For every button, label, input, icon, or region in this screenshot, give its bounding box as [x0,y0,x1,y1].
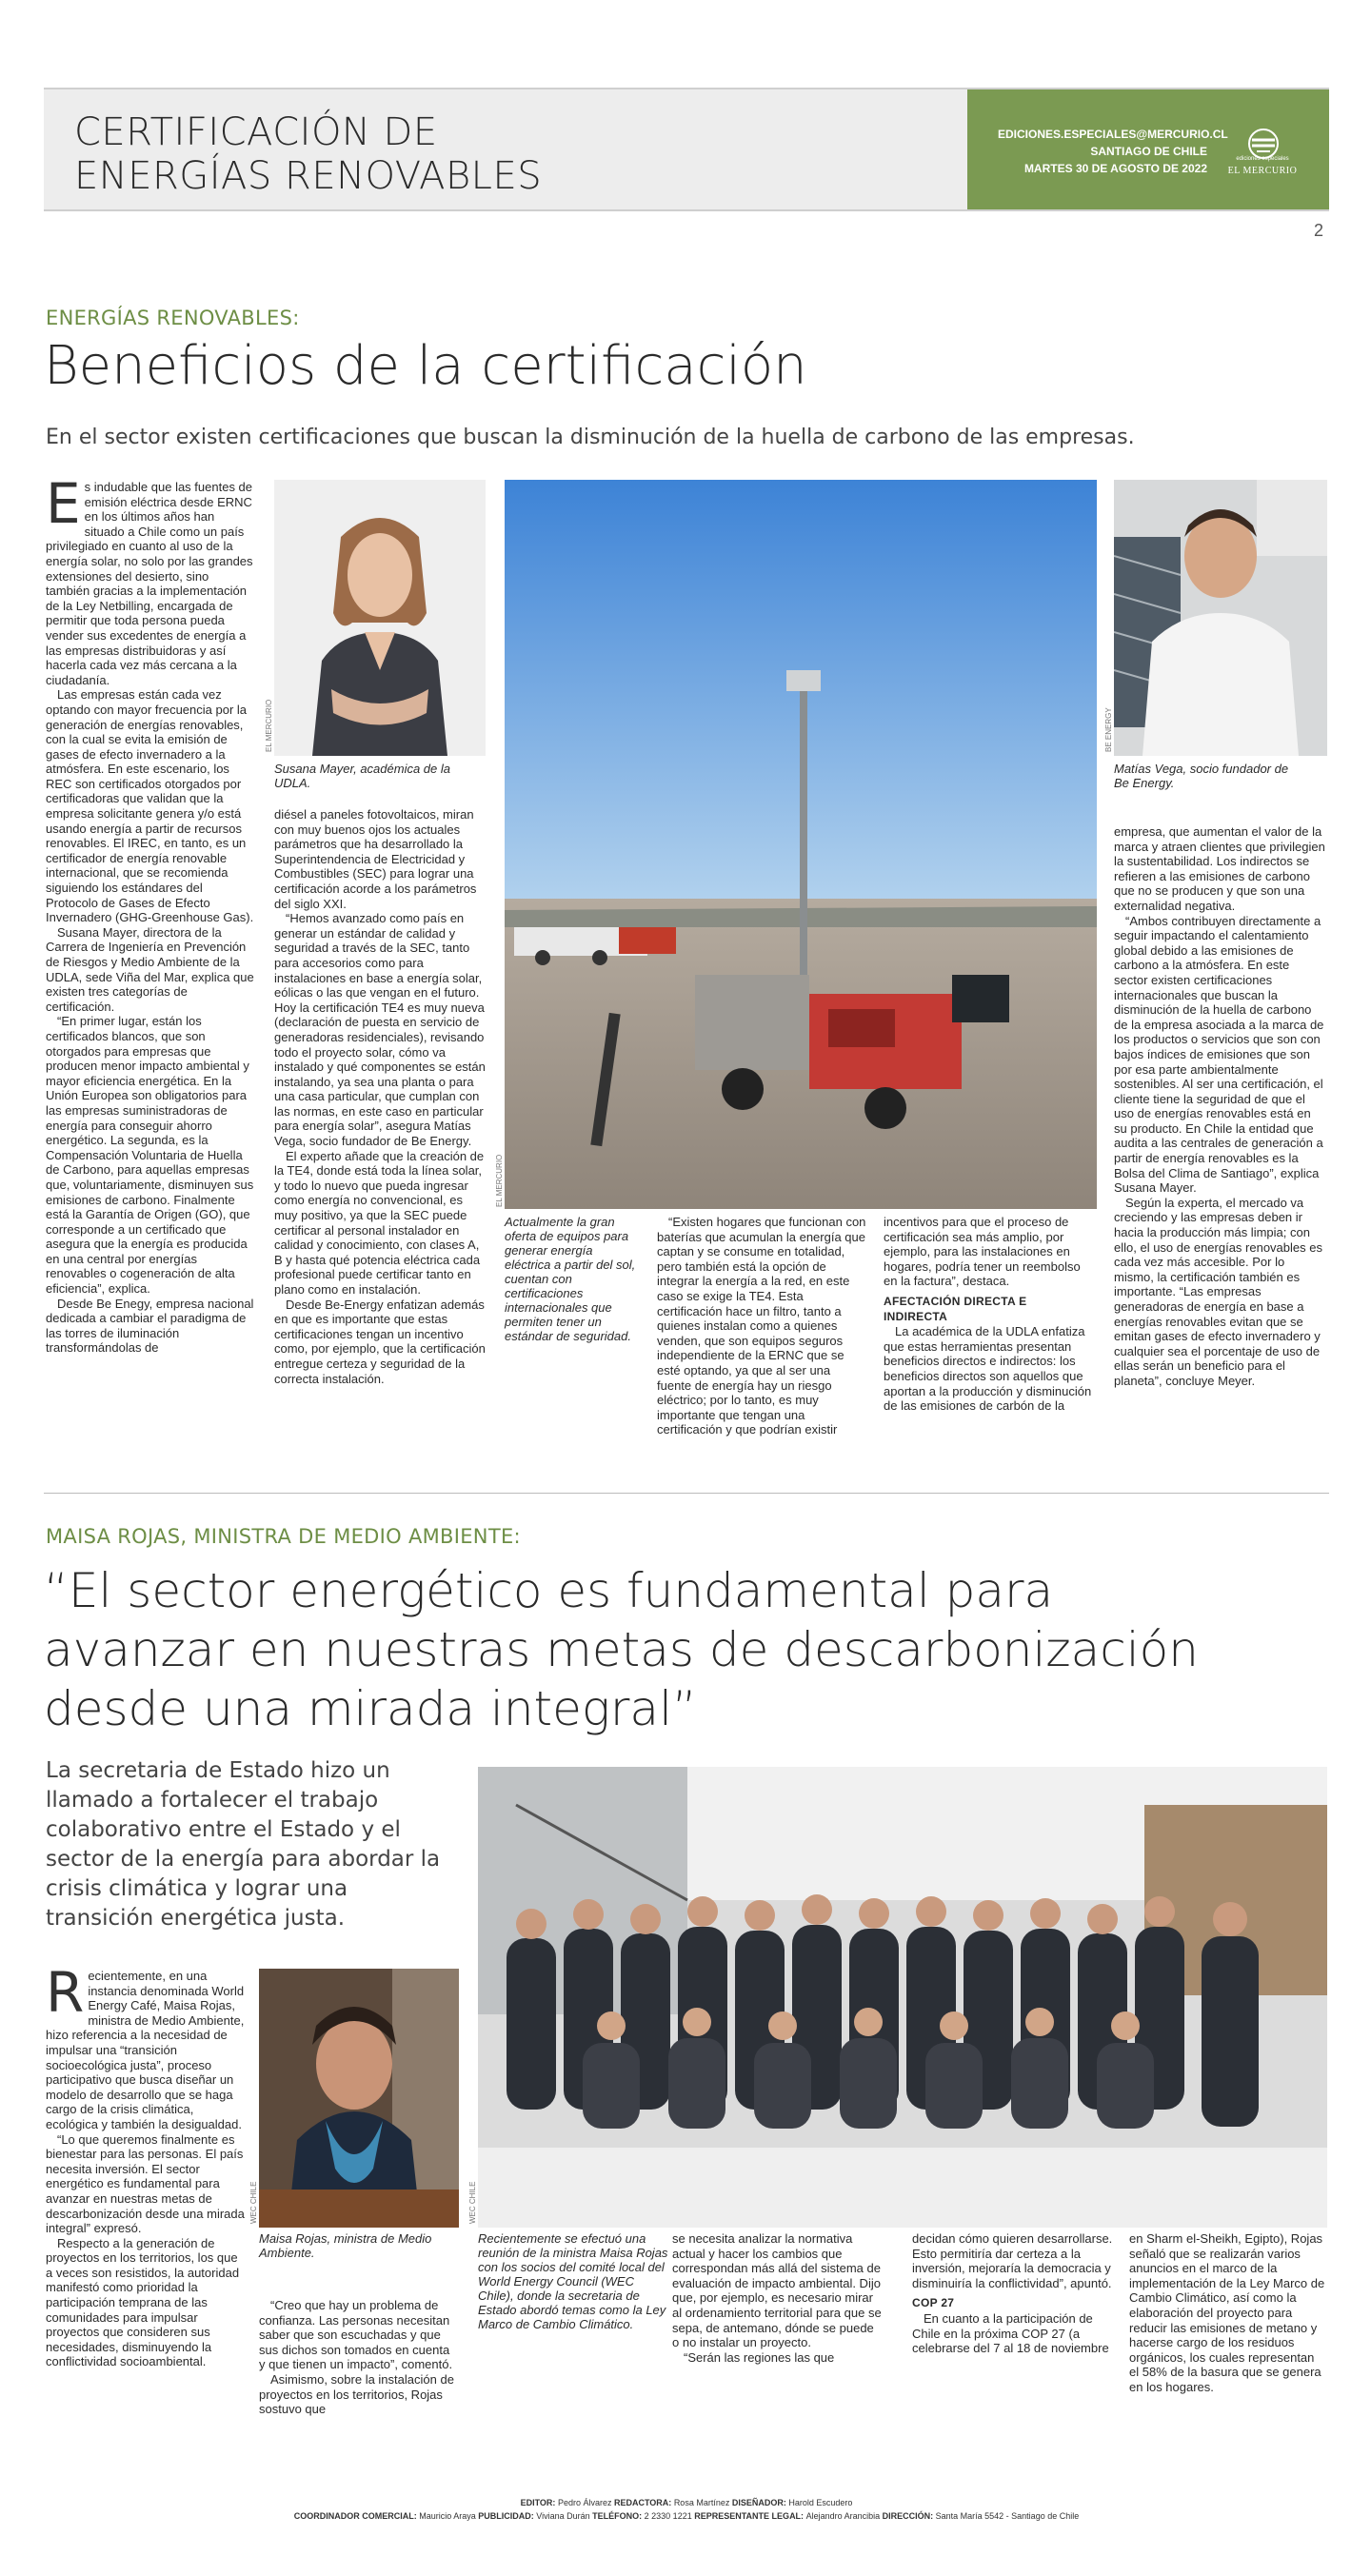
caption-susana: Susana Mayer, académica de la UDLA. [274,762,450,790]
paragraph: La académica de la UDLA enfatiza que estas herramientas presentan beneficios directos e indirectos: los beneficios directos son aquellos que aportan a la producción y disminución de las emisiones de carbón de la [884,1324,1092,1414]
masthead-info-panel [967,89,1329,209]
paragraph: “Creo que hay un problema de confianza. Las personas necesitan saber que son escuchadas y que sus dichos son tomados en cuenta y que tienen un impacto”, comentó. [259,2298,453,2372]
city: SANTIAGO DE CHILE [1090,145,1207,158]
photo-maisa-rojas [259,1969,459,2228]
el-mercurio-logo-icon [1240,128,1287,160]
article2-deck: La secretaria de Estado hizo un llamado a fortalecer el trabajo colaborativo entre el Estado y el sector de la energía para abordar la crisis climática y lograr una transición energética justa. [46,1758,441,1931]
paragraph: Según la experta, el mercado va creciendo y las empresas deben ir hacia la producción más limpia; con ello, el uso de energías renovables es cada vez más accesible. Por lo mismo, la certificación también es importante. “Las empresas generadoras de energía en base a energías renovables evitan que se emitan gases de efecto invernadero y cualquier sea el porcentaje de uso de ellas serán un beneficio para el planeta”, concluye Meyer. [1114,1195,1322,1388]
paragraph: “En primer lugar, están los certificados blancos, que son otorgados para empresas que producen menor impacto ambiental y mayor eficiencia energética. En la Unión Europea son obligatorios para las empresas suministradoras de energía para conseguir ahorro energético. La segunda, es la Compensación Voluntaria de Huella de Carbono, para aquellas empresas que, voluntariamente, disminuyen sus emisiones de carbono. Finalmente está la Garantía de Origen (GO), que corresponde a un certificado que asegura que la energía es producida en una central por energías renovables o cogeneración de alta eficiencia”, explica. [46,1014,254,1297]
credit-label: EDITOR: [520,2498,558,2507]
credit-value: Pedro Álvarez [557,2498,614,2507]
paragraph: Respecto a la generación de proyectos en los territorios, los que a veces son resistidos, la autoridad manifestó como prioridad la participación temprana de las comunidades para impulsar proyectos que consideren sus necesidades, disminuyendo la conflictividad socioambiental. [46,2235,240,2369]
photo-credit-maisa: WEC CHILE [249,2181,258,2224]
logo-subtitle: ediciones especiales [1236,156,1289,162]
article1-deck: En el sector existen certificaciones que buscan la disminución de la huella de carbono de las empresas. [46,426,1135,449]
masthead-info [998,126,1228,177]
section-divider [44,1493,1329,1494]
credit-value: Rosa Martínez [673,2498,732,2507]
paragraph: Las empresas están cada vez optando con mayor frecuencia por la generación de energías renovables, con la cual se evita la emisión de gases de efecto invernadero a la atmósfera. En este escenario, los REC son certificados otorgados por certificadoras que validan que la empresa solicitante genera y/o está usando energía a partir de recursos renovables. El IREC, en tanto, es un certificador de energía renovable internacional, que se recomienda siguiendo los estándares del Protocolo de Gases de Efecto Invernadero (GHG-Greenhouse Gas). [46,687,254,925]
article1-column-5 [1114,824,1325,1481]
credit-value: Mauricio Araya [419,2511,479,2521]
dropcap: R [46,1960,85,2025]
contact-email: EDICIONES.ESPECIALES@MERCURIO.CL [998,128,1228,141]
credit-label: COORDINADOR COMERCIAL: [293,2511,420,2521]
article1-column-2 [274,807,486,1464]
group-photo-icon [478,1767,1327,2228]
paragraph: Asimismo, sobre la instalación de proyectos en los territorios, Rojas sostuvo que [259,2371,454,2417]
article1-kicker: ENERGÍAS RENOVABLES: [46,307,300,329]
photo-wec-chile-meeting [478,1767,1327,2228]
caption-maisa: Maisa Rojas, ministra de Medio Ambiente. [259,2231,432,2260]
article1-column-4 [884,1215,1093,1472]
logo-wordmark: EL MERCURIO [1227,166,1298,176]
paragraph: “Ambos contribuyen directamente a seguir impactando el calentamiento global debido a las emisiones de carbono a la atmósfera. En este sector existen certificaciones internacionales que buscan la disminución de la huella de carbono de la empresa asociada a la marca de los productos o servicios que son con bajos índices de emisiones que son por esa parte ambientalmente sostenibles. Al ser una certificación, el cliente tiene la seguridad de que el uso de energías renovables está en su producto. En Chile la entidad que audita a las centrales de generación a partir de energía renovables es la Bolsa del Clima de Santiago”, explica Susana Mayer. [1114,913,1324,1196]
section-title: CERTIFICACIÓN DE ENERGÍAS RENOVABLES [74,110,543,198]
caption-group: Recientemente se efectuó una reunión de la ministra Maisa Rojas con los socios del comité local del World Energy Council (WEC Chile), donde la secretaria de Estado abordó temas como la Ley Marco de Cambio Climático. [478,2231,668,2331]
caption-main-photo: Actualmente la gran oferta de equipos para generar energía eléctrica a partir del sol, cuentan con certificaciones internacionales que permiten tener un estándar de seguridad. [505,1215,636,1343]
paragraph: El experto añade que la creación de la TE4, donde está toda la línea solar, y todo lo nuevo que pueda ingresar como energía no convencional, es muy positivo, ya que la SEC puede certificar al personal instalador en calidad y conocimiento, con clases A, B y hasta qué potencia eléctrica cada profesional puede certificar tanto en plano como en instalación. [274,1148,485,1297]
paragraph: Susana Mayer, directora de la Carrera de Ingeniería en Prevención de Riesgos y Medio Ambiente de la UDLA, sede Viña del Mar, explica que existen tres categorías de certificación. [46,924,254,1014]
masthead [44,88,1329,211]
paragraph: Desde Be Enegy, empresa nacional dedicada a cambiar el paradigma de las torres de iluminación transformándolas de [46,1296,254,1356]
article2-column-5 [1129,2231,1327,2469]
credits-line-2 [44,2511,1329,2521]
paragraph: diésel a paneles fotovoltaicos, miran con muy buenos ojos los actuales parámetros que ha desarrollado la Superintendencia de Electricidad y Combustibles (SEC) para lograr una certificación acorde a los parámetros del siglo XXI. [274,807,477,911]
credits-line-1 [44,2498,1329,2507]
article2-column-1 [46,1960,246,2464]
portrait-woman-icon [274,480,486,756]
credit-value: Alejandro Arancibia [805,2511,883,2521]
paragraph: En cuanto a la participación de Chile en la próxima COP 27 (a celebrarse del 7 al 18 de noviembre [912,2310,1109,2356]
paragraph: “Serán las regiones las que [684,2349,835,2365]
solar-equipment-photo-icon [505,480,1097,1209]
subhead-cop27: COP 27 [912,2296,955,2310]
credit-label: DISEÑADOR: [731,2498,789,2507]
article2-column-2 [259,2298,459,2469]
paragraph: ecientemente, en una instancia denominada World Energy Café, Maisa Rojas, ministra de Medio Ambiente, hizo referencia a la necesidad de impulsar una “transición socioecológica justa”, proceso participativo que busca diseñar un modelo de desarrollo que se haga cargo de la crisis climática, ecológica y también la desigualdad. [46,1969,245,2131]
issue-date: MARTES 30 DE AGOSTO DE 2022 [1023,162,1207,175]
paragraph: en Sharm el-Sheikh, Egipto), Rojas señaló que se realizarán varios anuncios en el marco de la implementación de la Ley Marco de Cambio Climático, así como la elaboración del proyecto para reducir las emisiones de metano y hacerse cargo de los residuos orgánicos, los cuales representan el 58% de la basura que se genera en los hogares. [1129,2231,1325,2394]
photo-matias-vega [1114,480,1327,756]
portrait-man-icon [1114,480,1327,756]
paragraph: “Hemos avanzado como país en generar un estándar de calidad y seguridad a través de la SEC, tanto para accesorios como para instalaciones en base a energía solar, eólicas o las que vengan en el futuro. Hoy la certificación TE4 es muy nueva (declaración de puesta en servicio de generadoras residenciales), revisando todo el proyecto solar, cómo va instalado y qué componentes se están instalando, ya sea una planta o para una casa particular, que cumplan con las normas, en este caso en particular para energía solar”, asegura Matías Vega, socio fundador de Be Energy. [274,911,486,1149]
subhead-afectacion: AFECTACIÓN DIRECTA E INDIRECTA [884,1294,1027,1323]
article1-headline: Beneficios de la certificación [44,335,807,397]
paragraph: “Lo que queremos finalmente es bienestar para las personas. El país necesita inversión. El sector energético es fundamental para avanzar en nuestras metas de descarbonización desde una mirada integral” expresó. [46,2131,245,2236]
credit-value: Santa María 5542 - Santiago de Chile [935,2511,1080,2521]
credit-label: REDACTORA: [613,2498,674,2507]
credit-value: 2 2330 1221 [644,2511,695,2521]
photo-credit-main: EL MERCURIO [495,1154,504,1207]
caption-matias: Matías Vega, socio fundador de Be Energy. [1114,762,1289,790]
article2-headline: “El sector energético es fundamental para avanzar en nuestras metas de descarbonización desde una mirada integral” [44,1563,1199,1736]
article2-kicker: MAISA ROJAS, MINISTRA DE MEDIO AMBIENTE: [46,1525,521,1548]
credit-label: REPRESENTANTE LEGAL: [694,2511,806,2521]
paragraph: incentivos para que el proceso de certificación sea más amplio, por ejemplo, para las instalaciones en hogares, podría tener un reembolso en la factura”, destaca. [884,1215,1081,1289]
article1-column-1 [46,471,255,1470]
paragraph: “Existen hogares que funcionan con baterías que acumulan la energía que captan y se consume en totalidad, pero también está la opción de integrar la energía a la red, en este caso se exige la TE4. Esta certificación hace un filtro, tanto a quienes instalan como a quienes venden, que son equipos seguros independiente de la ERNC que se esté optando, ya que al ser una fuente de energía hay un riesgo eléctrico; por lo tanto, es muy importante que tengan una certificación y que podrían existir [657,1215,866,1437]
credit-value: Viviana Durán [536,2511,593,2521]
credit-label: DIRECCIÓN: [882,2511,936,2521]
portrait-minister-icon [259,1969,459,2228]
photo-solar-light-tower [505,480,1097,1209]
article2-column-3 [672,2231,882,2469]
dropcap: E [46,471,81,536]
paragraph: Desde Be-Energy enfatizan además en que es importante que estas certificaciones tengan un incentivo como, por ejemplo, que la certificación entregue certeza y seguridad de la correcta instalación. [274,1297,486,1386]
paragraph: empresa, que aumentan el valor de la marca y atraen clientes que privilegien la sustentabilidad. Los indirectos se refieren a las emisiones de carbono que no se producen y que son una externalidad negativa. [1114,824,1325,913]
article1-column-3 [657,1215,866,1472]
credit-label: PUBLICIDAD: [478,2511,537,2521]
photo-credit-matias: BE ENERGY [1104,707,1113,752]
paragraph: s indudable que las fuentes de emisión eléctrica desde ERNC en los últimos años han situado a Chile como un país privilegiado en cuanto al uso de la energía solar, no solo por las grandes extensiones del desierto, sino también gracias a la implementación de la Ley Netbilling, encargada de permitir que toda persona pueda vender sus excedentes de energía a las empresas distribuidoras y así hacerla cada vez más cercana a la ciudadanía. [46,480,253,687]
credit-label: TELÉFONO: [592,2511,645,2521]
paragraph: decidan cómo quieren desarrollarse. Esto permitiría dar certeza a la inversión, mejoraría la democracia y disminuiría la conflictividad”, apuntó. [912,2231,1113,2290]
photo-credit-susana: EL MERCURIO [265,699,273,752]
photo-susana-mayer [274,480,486,756]
page-number: 2 [1314,221,1324,240]
photo-credit-group: WEC CHILE [468,2181,477,2224]
credit-value: Harold Escudero [788,2498,853,2507]
paragraph: se necesita analizar la normativa actual y hacer los cambios que correspondan más allá del sistema de evaluación de impacto ambiental. Dijo que, por ejemplo, es necesario mirar al ordenamiento territorial para que se sepa, de antemano, dónde se puede o no instalar un proyecto. [672,2231,882,2350]
article2-column-4 [912,2231,1118,2469]
